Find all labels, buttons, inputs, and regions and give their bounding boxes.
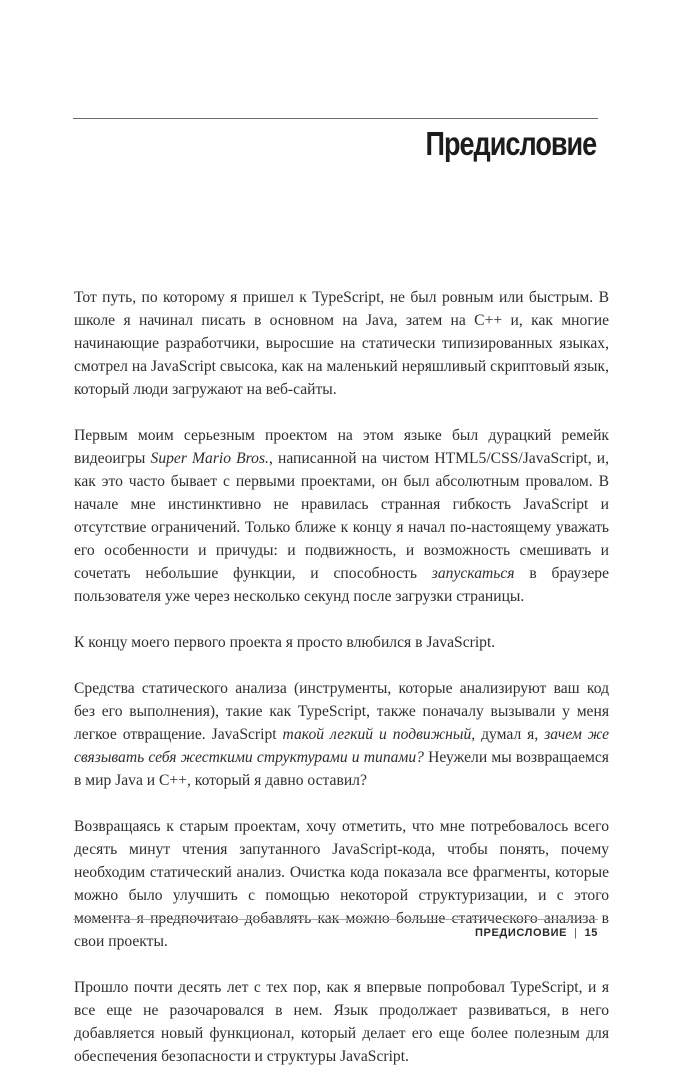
paragraph-text: К концу моего первого проекта я просто влюбился в JavaScript. — [74, 634, 496, 651]
emphasis-italic: такой легкий и подвижный, — [282, 726, 476, 743]
paragraph-text: Тот путь, по которому я пришел к TypeScript, не был ровным или быстрым. В школе я начинал писать в основном на Java, затем на C++ и, как многие начинающие разработчики, выросшие на статически типизированных языках, смотрел на JavaScript свысока, как на маленький неряшливый скриптовый язык, который люди загружают на веб-сайты. — [74, 289, 609, 398]
paragraph-text: Первым моим серьезным проектом на этом языке был дурацкий ремейк видеоигры — [74, 427, 609, 467]
chapter-top-rule — [73, 118, 598, 119]
chapter-title: Предисловие — [425, 125, 596, 162]
paragraph-text: , написанной на чистом HTML5/CSS/JavaScript, и, как это часто бывает с первыми проектами, он был абсолютным провалом. В начале мне инстинктивно не нравилась странная гибкость JavaScript и отсутствие ограничений. Только ближе к концу я начал по-настоящему уважать его особенности и причуды: и подвижность, и возможность смешивать и сочетать небольшие функции, и способность — [74, 450, 609, 582]
page-number: 15 — [584, 927, 598, 939]
footer-section-title: ПРЕДИСЛОВИЕ — [475, 927, 568, 939]
emphasis-italic: зачем же связывать себя жесткими структурами и типами? — [74, 726, 609, 766]
running-footer — [475, 926, 598, 940]
paragraph-text: Прошло почти десять лет с тех пор, как я впервые попробовал TypeScript, и я все еще не разочаровался в нем. Язык продолжает развиваться, в него добавляется новый функционал, который делает его еще более полезным для обеспечения безопасности и структуры JavaScript. — [74, 979, 609, 1065]
game-title-italic: Super Mario Bros. — [150, 450, 269, 467]
paragraph-text: думал я, — [475, 726, 545, 743]
preface-body — [74, 286, 609, 1091]
paragraph-3 — [74, 631, 609, 654]
paragraph-text: Неужели мы возвращаемся в мир Java и C++, который я давно оставил? — [74, 749, 609, 789]
paragraph-4 — [74, 677, 609, 792]
paragraph-text: в браузере пользователя уже через несколько секунд после загрузки страницы. — [74, 565, 610, 605]
paragraph-text: Возвращаясь к старым проектам, хочу отметить, что мне потребовалось всего десять минут чтения запутанного JavaScript-кода, чтобы понять, почему необходим статический анализ. Очистка кода показала все фрагменты, которые можно было улучшить с помощью некоторой структуризации, и с этого момента я предпочитаю добавлять как можно больше статического анализа в свои проекты. — [74, 818, 609, 950]
paragraph-text: Средства статического анализа (инструменты, которые анализируют ваш код без его выполнения), такие как TypeScript, также поначалу вызывали у меня легкое отвращение. JavaScript — [74, 680, 609, 743]
paragraph-6 — [74, 976, 609, 1068]
paragraph-1 — [74, 286, 609, 401]
paragraph-2 — [74, 424, 609, 608]
footer-separator: | — [574, 927, 578, 939]
emphasis-italic: запускаться — [431, 565, 515, 582]
footer-rule — [73, 919, 598, 920]
